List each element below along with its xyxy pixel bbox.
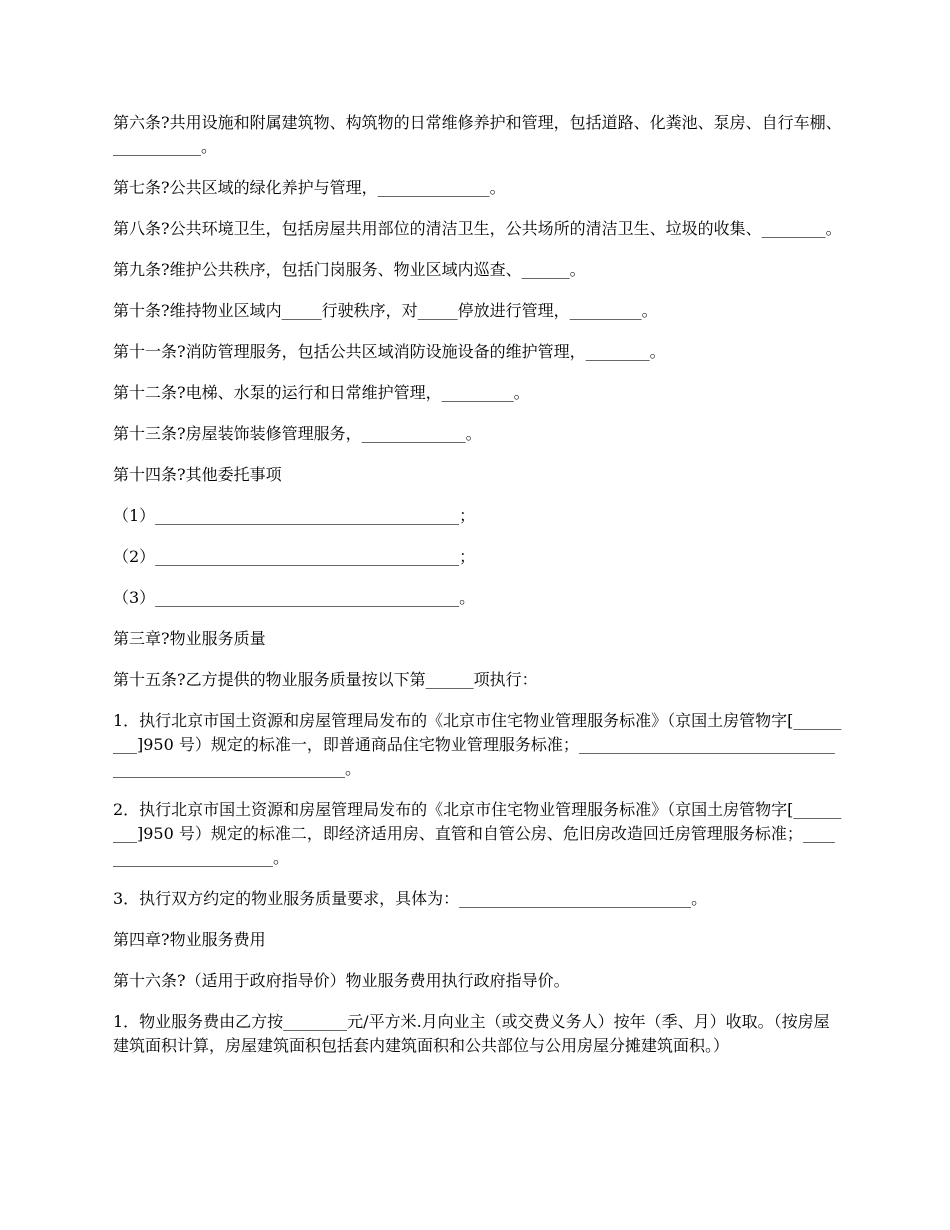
article-9: 第九条?维护公共秩序，包括门岗服务、物业区域内巡查、______。 (113, 260, 586, 279)
list-item-2: （2）______________________________________； (113, 547, 476, 566)
list-item-1: （1）______________________________________； (113, 506, 476, 525)
chapter-3-heading: 第三章?物业服务质量 (113, 629, 266, 648)
list-item-3: （3）______________________________________。 (113, 588, 476, 607)
article-14: 第十四条?其他委托事项 (113, 465, 282, 484)
article-12: 第十二条?电梯、水泵的运行和日常维护管理，_________。 (113, 383, 530, 402)
article-13: 第十三条?房屋装饰装修管理服务，_____________。 (113, 424, 482, 443)
quality-option-2: 2．执行北京市国土资源和房屋管理局发布的《北京市住宅物业管理服务标准》（京国土房管物字[_________]950 号）规定的标准二，即经济适用房、直管和自管公房、危旧房改造回迁房管理服务标准；________________________。 (113, 800, 842, 867)
quality-option-1: 1．执行北京市国土资源和房屋管理局发布的《北京市住宅物业管理服务标准》（京国土房管物字[_________]950 号）规定的标准一，即普通商品住宅物业管理服务标准；_____________________________________________________________。 (113, 711, 842, 778)
article-11: 第十一条?消防管理服务，包括公共区域消防设施设备的维护管理，________。 (113, 342, 666, 361)
fee-clause-1: 1．物业服务费由乙方按________元/平方米.月向业主（或交费义务人）按年（季、月）收取。（按房屋建筑面积计算，房屋建筑面积包括套内建筑面积和公共部位与公用房屋分摊建筑面积。） (113, 1012, 830, 1055)
quality-option-3: 3．执行双方约定的物业服务质量要求，具体为：_____________________________。 (113, 889, 708, 908)
chapter-4-heading: 第四章?物业服务费用 (113, 930, 266, 949)
article-6: 第六条?共用设施和附属建筑物、构筑物的日常维修养护和管理，包括道路、化粪池、泵房、自行车棚、___________。 (113, 113, 842, 156)
article-16: 第十六条?（适用于政府指导价）物业服务费用执行政府指导价。 (113, 971, 570, 990)
article-7: 第七条?公共区域的绿化养护与管理，______________。 (113, 178, 506, 197)
article-10: 第十条?维持物业区域内_____行驶秩序，对_____停放进行管理，_________。 (113, 301, 658, 320)
article-15: 第十五条?乙方提供的物业服务质量按以下第______项执行： (113, 670, 538, 689)
article-8: 第八条?公共环境卫生，包括房屋共用部位的清洁卫生，公共场所的清洁卫生、垃圾的收集、________。 (113, 219, 842, 238)
